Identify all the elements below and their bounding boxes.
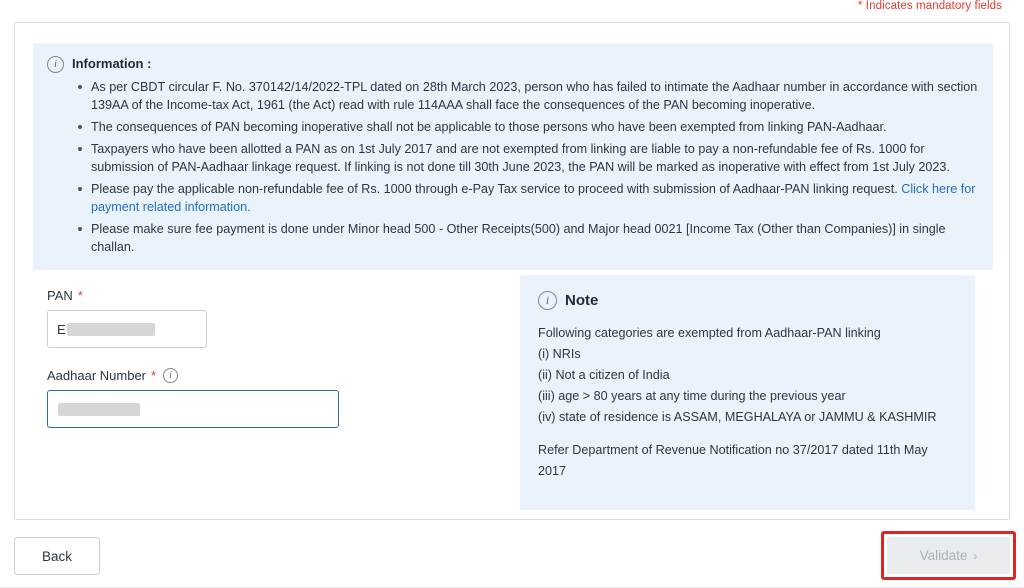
pan-field-label xyxy=(47,288,467,303)
payment-info-link[interactable]: Click here for payment related information. xyxy=(91,182,976,214)
back-button[interactable]: Back xyxy=(14,537,100,575)
note-footer: Refer Department of Revenue Notification no 37/2017 dated 11th May 2017 xyxy=(538,443,928,478)
mandatory-fields-note xyxy=(858,0,1002,12)
list-item: (ii) Not a citizen of India xyxy=(538,368,670,382)
link-aadhaar-card xyxy=(14,22,1010,520)
aadhaar-number-input[interactable] xyxy=(47,390,339,428)
aadhaar-masked-value xyxy=(58,403,140,416)
list-item: Taxpayers who have been allotted a PAN as on 1st July 2017 and are not exempted from linking are liable to pay a non-refundable fee of Rs. 1000 for submission of PAN-Aadhaar linkage request. If linking is not done till 30th June 2023, the PAN will be marked as inoperative with effect from 1st July 2023. xyxy=(89,140,979,176)
chevron-right-icon: › xyxy=(973,548,978,563)
validate-button[interactable] xyxy=(887,537,1010,574)
pan-required-marker: * xyxy=(77,288,83,303)
form-fields xyxy=(47,288,467,428)
information-panel xyxy=(33,43,993,270)
pan-value-prefix: E xyxy=(57,321,66,337)
information-bullet-list xyxy=(47,78,979,256)
info-circle-icon[interactable]: i xyxy=(163,368,178,383)
note-header xyxy=(538,291,957,310)
validate-highlight-box xyxy=(881,531,1016,580)
note-intro: Following categories are exempted from Aadhaar-PAN linking xyxy=(538,326,881,340)
aadhaar-field-label xyxy=(47,368,467,383)
list-item: Please make sure fee payment is done under Minor head 500 - Other Receipts(500) and Major head 0021 [Income Tax (Other than Companies)] in single challan. xyxy=(89,220,979,256)
list-item: (iii) age > 80 years at any time during the previous year xyxy=(538,389,846,403)
list-item: The consequences of PAN becoming inoperative shall not be applicable to those persons who have been exempted from linking PAN-Aadhaar. xyxy=(89,118,979,136)
validate-button-label: Validate xyxy=(919,548,968,563)
pan-label-text: PAN xyxy=(47,288,73,303)
aadhaar-required-marker: * xyxy=(151,368,157,383)
list-item: As per CBDT circular F. No. 370142/14/2022-TPL dated on 28th March 2023, person who has failed to intimate the Aadhaar number in accordance with section 139AA of the Income-tax Act, 1961 (the Act) read with rule 114AAA shall face the consequences of the PAN becoming inoperative. xyxy=(91,80,978,112)
note-panel xyxy=(520,275,975,510)
note-title: Note xyxy=(565,292,599,309)
bullet-text: Please pay the applicable non-refundable fee of Rs. 1000 through e-Pay Tax service to proceed with submission of Aadhaar-PAN linking request. xyxy=(91,182,902,196)
information-title: Information : xyxy=(72,56,152,71)
pan-masked-value xyxy=(67,323,155,336)
info-circle-icon: i xyxy=(47,56,64,73)
pan-input[interactable] xyxy=(47,310,207,348)
information-header xyxy=(47,55,979,73)
mandatory-text: Indicates mandatory fields xyxy=(865,0,1002,12)
mandatory-star: * xyxy=(857,0,863,12)
list-item xyxy=(89,180,979,216)
aadhaar-label-text: Aadhaar Number xyxy=(47,368,146,383)
list-item: (i) NRIs xyxy=(538,347,581,361)
list-item: (iv) state of residence is ASSAM, MEGHALAYA or JAMMU & KASHMIR xyxy=(538,410,937,424)
info-circle-icon: i xyxy=(538,291,557,310)
